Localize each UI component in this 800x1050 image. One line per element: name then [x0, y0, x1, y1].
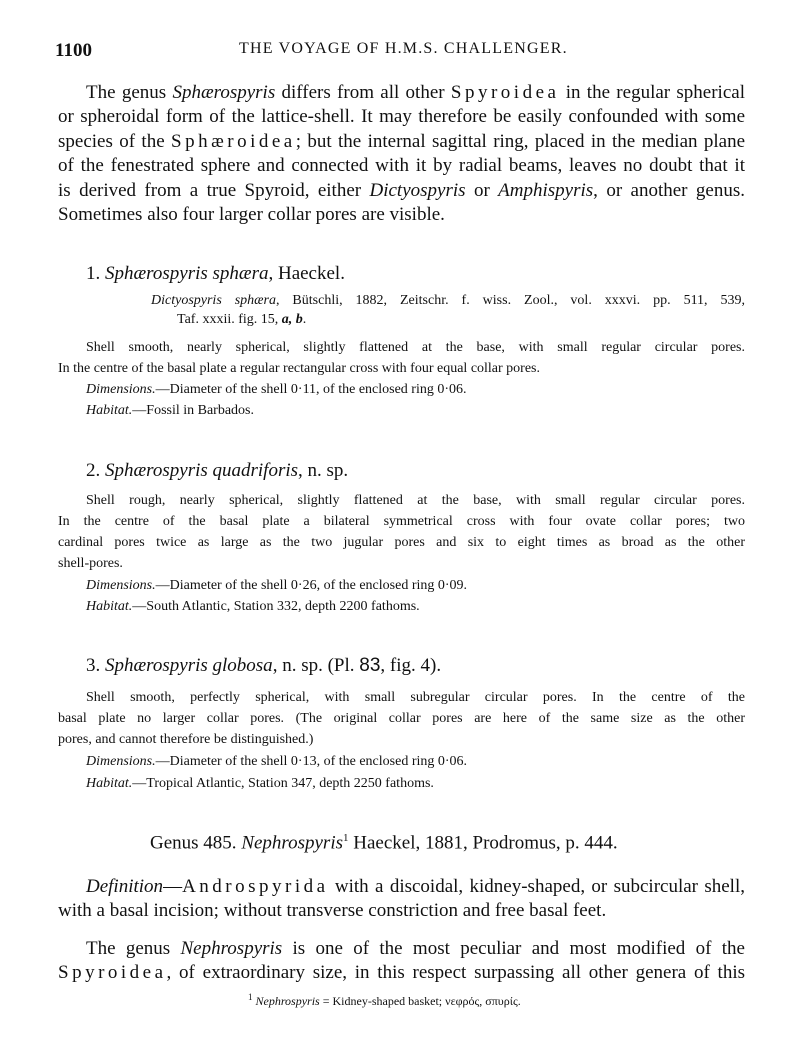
intro-line-1: The genus Sphærospyris differs from all other Spyroidea in the regular spherical — [86, 82, 745, 103]
genus-name: Sphærospyris — [172, 82, 276, 103]
intro-line-6: Sometimes also four larger collar pores are visible. — [58, 204, 445, 225]
page-number: 1100 — [55, 40, 92, 61]
dimensions-line: Dimensions.—Diameter of the shell 0·13, of the enclosed ring 0·06. — [86, 754, 468, 769]
intro-line-2: or spheroidal form of the lattice-shell. It may therefore be easily confounded with some — [58, 106, 745, 127]
description-line-2: In the centre of the basal plate a bilateral symmetrical cross with four ovate collar pores; two — [58, 514, 745, 529]
habitat-line: Habitat.—Fossil in Barbados. — [86, 403, 255, 418]
group-name: Sphæroidea — [171, 131, 296, 152]
habitat-line: Habitat.—Tropical Atlantic, Station 347, depth 2250 fathoms. — [86, 776, 434, 791]
description-line-3: pores, and cannot therefore be distinguished.) — [58, 732, 314, 747]
species-heading: 3. Sphærospyris globosa, n. sp. (Pl. 83, fig. 4). — [86, 655, 442, 676]
description-line-1: Shell rough, nearly spherical, slightly flattened at the base, with small regular circular pores. — [86, 493, 745, 508]
dimensions-line: Dimensions.—Diameter of the shell 0·26, of the enclosed ring 0·09. — [86, 578, 468, 593]
footnote: $^1$ Nephrospyris = Kidney-shaped basket; νεφρός, σπυρίς. — [248, 992, 521, 1008]
description-line-3: cardinal pores twice as large as the two jugular pores and six to eight times as broad as the other — [58, 535, 745, 550]
intro-line-5: is derived from a true Spyroid, either Dictyospyris or Amphispyris, or another genus. — [58, 180, 745, 201]
intro-line-4: of the fenestrated sphere and connected with it by radial beams, leaves no doubt that it — [58, 155, 745, 176]
description-line-2: basal plate no larger collar pores. (The original collar pores are here of the same size as the other — [58, 711, 745, 726]
description-line-2: In the centre of the basal plate a regular rectangular cross with four equal collar pores. — [58, 361, 541, 376]
genus-paragraph-line-2: Spyroidea, of extraordinary size, in this respect surpassing all other genera of this — [58, 962, 745, 983]
genus-heading: Genus 485. Nephrospyris$^1$ Haeckel, 1881, Prodromus, p. 444. — [150, 832, 618, 854]
species-heading: 2. Sphærospyris quadriforis, n. sp. — [86, 460, 349, 481]
plate-number: 83 — [359, 655, 381, 676]
synonymy-line-2: Taf. xxxii. fig. 15, a, b. — [177, 312, 307, 327]
description-line-1: Shell smooth, nearly spherical, slightly flattened at the base, with small regular circular pores. — [86, 340, 745, 355]
species-heading: 1. Sphærospyris sphæra, Haeckel. — [86, 263, 345, 284]
definition-line-1: Definition—Androspyrida with a discoidal, kidney-shaped, or subcircular shell, — [86, 876, 745, 897]
description-line-4: shell-pores. — [58, 556, 123, 571]
definition-line-2: with a basal incision; without transverse constriction and free basal feet. — [58, 900, 607, 921]
group-name: Spyroidea — [450, 82, 560, 103]
dimensions-line: Dimensions.—Diameter of the shell 0·11, of the enclosed ring 0·06. — [86, 382, 467, 397]
synonymy-line-1: Dictyospyris sphæra, Bütschli, 1882, Zeitschr. f. wiss. Zool., vol. xxxvi. pp. 511, 539, — [151, 293, 746, 308]
description-line-1: Shell smooth, perfectly spherical, with small subregular circular pores. In the centre of the — [86, 690, 745, 705]
habitat-line: Habitat.—South Atlantic, Station 332, depth 2200 fathoms. — [86, 599, 420, 614]
genus-paragraph-line-1: The genus Nephrospyris is one of the most peculiar and most modified of the — [86, 938, 745, 959]
running-title: THE VOYAGE OF H.M.S. CHALLENGER. — [239, 40, 568, 57]
intro-line-3: species of the Sphæroidea; but the internal sagittal ring, placed in the median plane — [58, 131, 746, 152]
